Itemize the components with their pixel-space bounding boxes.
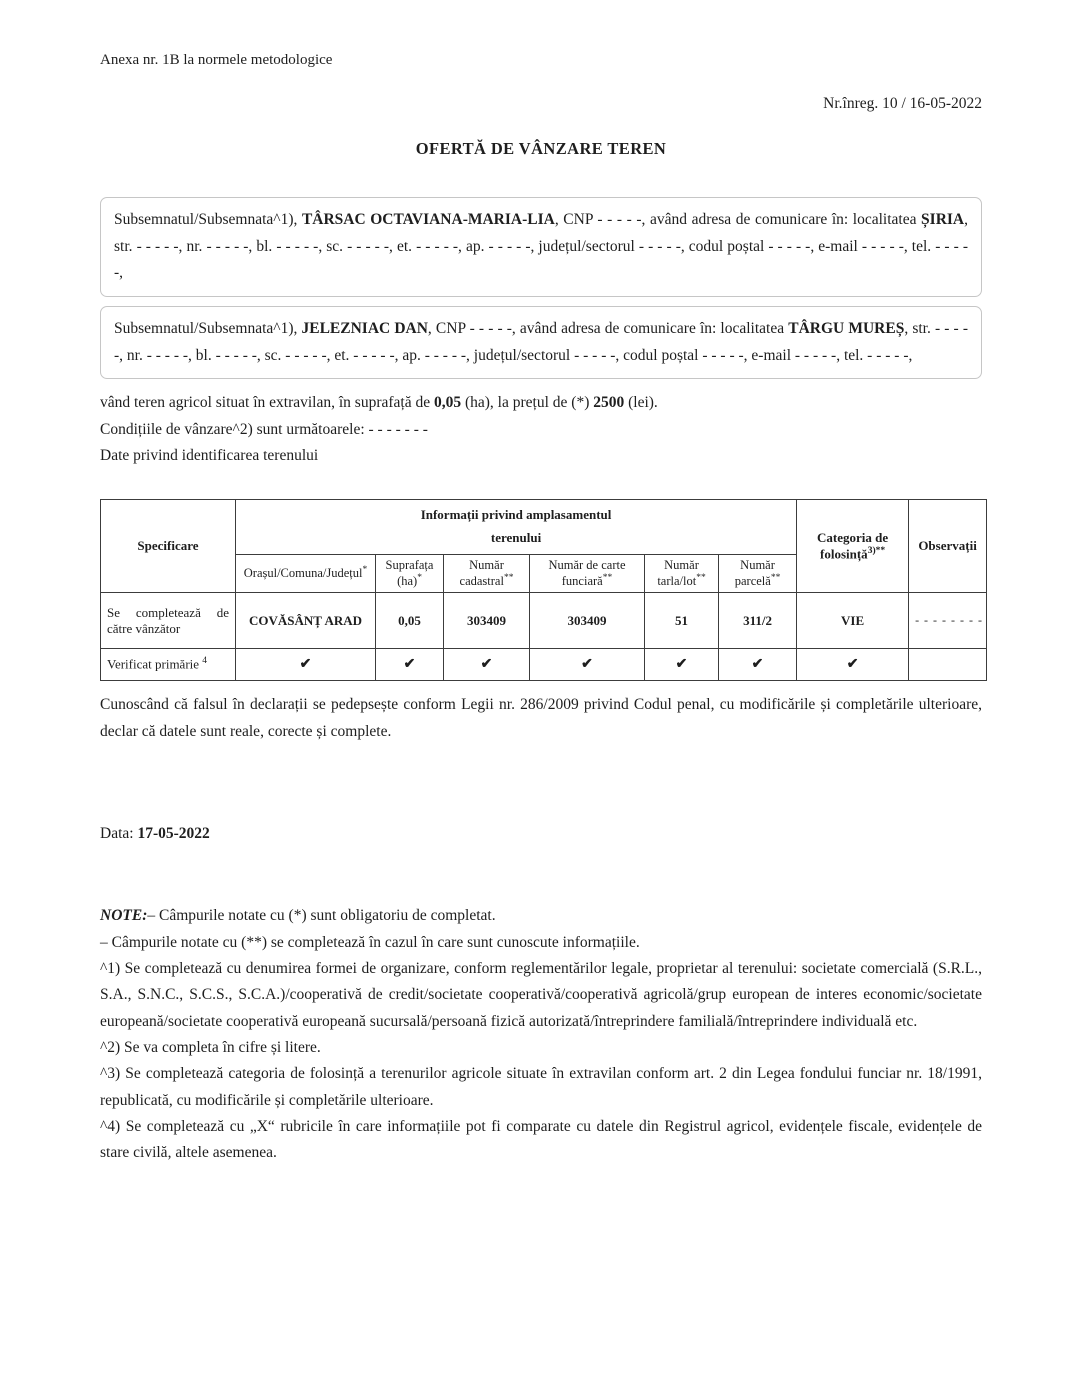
col-header-categoria [797,499,909,592]
seller-1-mid: , CNP - - - - -, având adresa de comunicare în: localitatea [554,211,922,228]
row-seller-label: Se completează de către vânzător [101,593,236,649]
cell-parcela-value: 311/2 [719,593,797,649]
table-row-verified [101,649,987,681]
col-header-tarla [645,554,719,592]
col-header-carte-funciara-mark: ** [602,572,613,583]
land-identification-heading: Date privind identificarea terenului [100,447,319,465]
sale-price-value: 2500 [593,394,625,412]
check-oras: ✔ [236,649,376,681]
land-identification-table [100,499,987,681]
sale-statement-part3: (lei). [624,394,658,412]
col-header-cadastral [444,554,530,592]
sale-statement [100,390,982,416]
col-header-parcela-label: Număr parcelă [734,557,775,589]
check-tarla: ✔ [645,649,719,681]
registration-number: Nr.înreg. 10 / 16-05-2022 [823,95,982,112]
col-header-suprafata [376,554,444,592]
cell-cadastral-value: 303409 [444,593,530,649]
col-header-oras-mark: * [362,565,368,576]
col-header-suprafata-label: Suprafața (ha) [385,557,434,589]
cell-categoria-value: VIE [797,593,909,649]
seller-2-city: TÂRGU MUREȘ [788,319,905,337]
seller-2-intro: Subsemnatul/Subsemnata^1), [114,319,302,337]
footnote-4: ^4) Se completează cu „X“ rubricile în care informațiile pot fi comparate cu datele din Registrul agricol, evidențele fiscale, evidențele de stare civilă, altele asemenea. [100,1118,982,1162]
col-header-tarla-label: Număr tarla/lot [657,557,699,589]
cell-oras-value: COVĂSÂNȚ ARAD [236,593,376,649]
col-header-carte-funciara [530,554,645,592]
col-group-header-line-1: Informații privind amplasamentul [420,506,612,522]
seller-2-box [100,306,982,379]
page-title: OFERTĂ DE VÂNZARE TEREN [415,139,667,158]
col-header-cadastral-label: Număr cadastral [459,557,504,589]
col-group-header-line-2: terenului [490,529,542,545]
sale-statement-part1: vând teren agricol situat în extravilan, în suprafață de [100,394,434,412]
footnote-2: ^2) Se va completa în cifre și litere. [100,1039,321,1057]
note-line-2: – Câmpurile notate cu (**) se completează în cazul în care sunt cunoscute informațiile. [100,933,640,951]
table-row-seller [101,593,987,649]
col-header-oras [236,554,376,592]
col-header-categoria-label: Categoria de folosință [817,529,889,562]
date-value: 17-05-2022 [137,825,210,843]
cell-observatii-value: - - - - - - - - [909,593,987,649]
seller-1-tail: , str. - - - - -, nr. - - - - -, bl. - - - - -, sc. - - - - -, et. - - - - -, ap. - - - - -, județul/sectorul - - - - -, codul poștal - - - - -, e-mail - - - - -, tel. - - - - -, [114,211,968,282]
col-group-header-amplasament [236,499,797,554]
cell-tarla-value: 51 [645,593,719,649]
sale-conditions: Condițiile de vânzare^2) sunt următoarele: - - - - - - - [100,420,428,438]
sale-statement-part2: (ha), la prețul de (*) [461,394,594,412]
row-verified-label-text: Verificat primărie [107,656,200,672]
col-header-parcela [719,554,797,592]
footnote-1: ^1) Se completează cu denumirea formei de organizare, conform reglementărilor legale, proprietar al terenului: societate comercială (S.R.L., S.A., S.N.C., S.C.S., S.C.A.)/cooperativă de credit/societate cooperativă/cooperativă agricolă/grup european de interes economic/societate europeană/societate cooperativă europeană sucursală/persoană fizică autorizată/întreprindere familială/întreprindere individuală etc. [100,960,982,1030]
date-label: Data: [100,825,138,843]
legal-declaration: Cunoscând că falsul în declarații se pedepsește conform Legii nr. 286/2009 privind Codul penal, cu modificările și completările ulterioare, declar că datele sunt reale, corecte și complete. [100,696,982,741]
cell-carte-funciara-value: 303409 [530,593,645,649]
footnote-3: ^3) Se completează categoria de folosință a terenurilor agricole situate în extravilan conform art. 2 din Legea fondului funciar nr. 18/1991, republicată, cu modificările și completările ulterioare. [100,1065,982,1109]
col-header-tarla-mark: ** [696,572,706,583]
note-line-1 [100,903,982,929]
check-observatii-empty [909,649,987,681]
table-header-row-1 [101,499,987,554]
seller-1-paragraph [114,207,968,287]
seller-2-tail: , str. - - - - -, nr. - - - - -, bl. - - - - -, sc. - - - - -, et. - - - - -, ap. - - - - -, județul/sectorul - - - - -, codul poștal - - - - -, e-mail - - - - -, tel. - - - - -, [114,319,968,364]
row-verified-label [101,649,236,681]
note-label: NOTE: [100,907,148,925]
check-categoria: ✔ [797,649,909,681]
col-header-parcela-mark: ** [770,572,781,583]
seller-1-city: ȘIRIA [921,211,965,228]
note-1-text: – Câmpurile notate cu (*) sunt obligatoriu de completat. [147,907,496,925]
col-header-suprafata-mark: * [417,572,422,583]
cell-suprafata-value: 0,05 [376,593,444,649]
seller-1-box [100,197,982,297]
seller-2-paragraph [114,316,968,369]
notes-section [100,903,982,1166]
seller-2-mid: , CNP - - - - -, având adresa de comunicare în: localitatea [427,319,789,337]
annex-label: Anexa nr. 1B la normele metodologice [100,52,333,68]
row-verified-label-mark: 4 [202,656,208,667]
col-header-carte-funciara-label: Număr de carte funciară [548,557,626,589]
seller-2-name: JELEZNIAC DAN [301,319,428,337]
seller-1-name: TÂRSAC OCTAVIANA-MARIA-LIA [301,211,555,228]
col-header-cadastral-mark: ** [503,572,514,583]
check-carte-funciara: ✔ [530,649,645,681]
check-parcela: ✔ [719,649,797,681]
check-suprafata: ✔ [376,649,444,681]
col-header-specificare: Specificare [101,499,236,592]
col-header-observatii: Observații [909,499,987,592]
check-cadastral: ✔ [444,649,530,681]
col-header-oras-label: Orașul/Comuna/Județul [243,566,363,581]
seller-1-intro: Subsemnatul/Subsemnata^1), [114,211,302,228]
date-line [100,825,982,843]
sale-area-value: 0,05 [433,394,462,412]
col-header-categoria-mark: 3)** [867,545,886,556]
